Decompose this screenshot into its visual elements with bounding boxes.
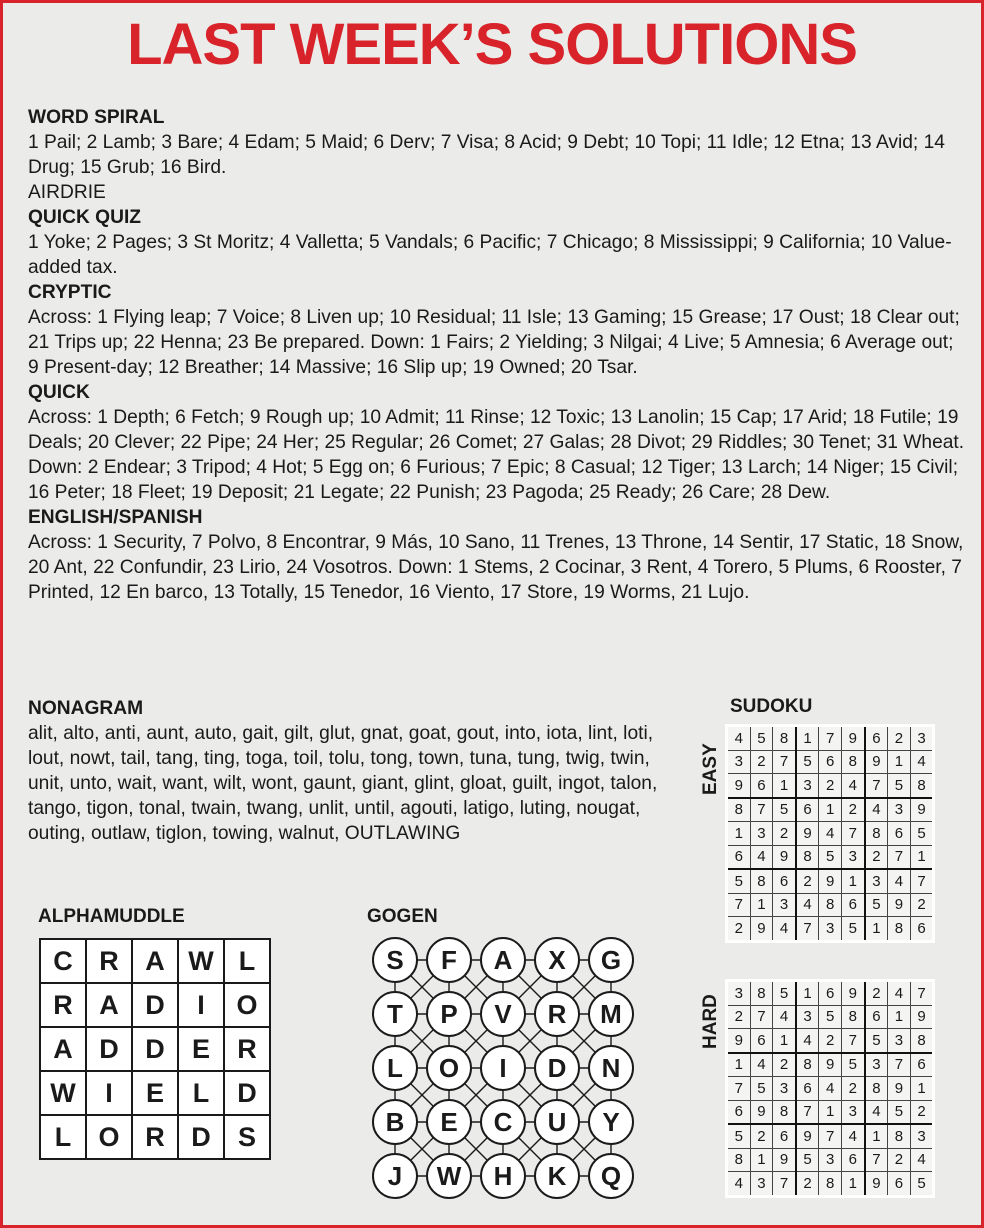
alphamuddle-grid: [39, 938, 271, 1160]
sudoku-cell: 3: [773, 1077, 796, 1101]
sudoku-cell: 6: [888, 1172, 911, 1197]
gogen-cell: D: [534, 1045, 580, 1091]
sudoku-cell: 1: [865, 917, 888, 942]
sudoku-cell: 5: [819, 845, 842, 869]
sudoku-cell: 4: [727, 726, 751, 751]
sudoku-cell: 4: [773, 1005, 796, 1029]
sudoku-row: [727, 1148, 934, 1172]
sudoku-cell: 9: [865, 1172, 888, 1197]
sudoku-cell: 1: [888, 1005, 911, 1029]
sudoku-cell: 4: [910, 1148, 934, 1172]
sudoku-cell: 6: [796, 1077, 819, 1101]
sudoku-row: [727, 726, 934, 751]
sudoku-cell: 5: [750, 726, 773, 751]
gogen-cell: F: [426, 937, 472, 983]
gogen-cell: J: [372, 1153, 418, 1199]
section-body: 1 Yoke; 2 Pages; 3 St Moritz; 4 Valletta; 5 Vandals; 6 Pacific; 7 Chicago; 8 Mississippi; 9 California; 10 Value-added tax.: [28, 232, 952, 278]
sudoku-cell: 3: [750, 822, 773, 846]
sudoku-cell: 5: [910, 822, 934, 846]
sudoku-cell: 8: [750, 981, 773, 1006]
sudoku-hard-label: HARD: [700, 994, 721, 1049]
sudoku-cell: 7: [888, 845, 911, 869]
section-body: Across: 1 Flying leap; 7 Voice; 8 Liven up; 10 Residual; 11 Isle; 13 Gaming; 15 Grease; 17 Oust; 18 Clear out; 21 Trips up; 22 Henna; 23 Be prepared. Down: 1 Fairs; 2 Yielding; 3 Nilgai; 4 Live; 5 Amnesia; 6 Average out; 9 Present-day; 12 Breather; 14 Massive; 16 Slip up; 19 Owned; 20 Tsar.: [28, 307, 960, 378]
sudoku-cell: 2: [841, 1077, 864, 1101]
section-heading: QUICK: [28, 382, 90, 403]
sudoku-cell: 6: [841, 1148, 864, 1172]
sudoku-cell: 7: [727, 893, 751, 917]
section-cryptic: [28, 280, 968, 380]
alphamuddle-row: [40, 939, 270, 983]
sudoku-cell: 5: [865, 893, 888, 917]
sudoku-cell: 3: [796, 774, 819, 798]
sudoku-cell: 1: [819, 1100, 842, 1124]
alphamuddle-cell: A: [86, 983, 132, 1027]
sudoku-cell: 1: [841, 1172, 864, 1197]
sudoku-cell: 8: [773, 726, 796, 751]
gogen-cell: S: [372, 937, 418, 983]
sudoku-cell: 2: [910, 1100, 934, 1124]
sudoku-cell: 3: [865, 869, 888, 893]
sudoku-cell: 9: [750, 917, 773, 942]
alphamuddle-cell: D: [132, 983, 178, 1027]
sudoku-cell: 1: [819, 798, 842, 822]
sudoku-cell: 4: [819, 822, 842, 846]
sudoku-cell: 2: [773, 1053, 796, 1077]
sudoku-cell: 3: [888, 1029, 911, 1053]
gogen-cell: X: [534, 937, 580, 983]
sudoku-cell: 4: [796, 1029, 819, 1053]
sudoku-cell: 1: [865, 1124, 888, 1148]
sudoku-cell: 5: [773, 798, 796, 822]
alphamuddle-cell: E: [132, 1071, 178, 1115]
sudoku-heading: SUDOKU: [730, 696, 813, 717]
sudoku-row: [727, 1124, 934, 1148]
sudoku-cell: 6: [819, 750, 842, 774]
sudoku-easy-grid: [725, 724, 935, 943]
sudoku-cell: 2: [888, 726, 911, 751]
sudoku-cell: 2: [773, 822, 796, 846]
sudoku-cell: 7: [750, 1005, 773, 1029]
sudoku-cell: 4: [727, 1172, 751, 1197]
sudoku-cell: 1: [796, 726, 819, 751]
sudoku-cell: 7: [910, 869, 934, 893]
sudoku-cell: 9: [750, 1100, 773, 1124]
sudoku-row: [727, 798, 934, 822]
sudoku-row: [727, 1053, 934, 1077]
sudoku-row: [727, 1077, 934, 1101]
sudoku-cell: 9: [910, 798, 934, 822]
gogen-cell: M: [588, 991, 634, 1037]
sudoku-cell: 6: [773, 1124, 796, 1148]
sudoku-cell: 6: [750, 1029, 773, 1053]
sudoku-cell: 4: [841, 774, 864, 798]
alphamuddle-cell: I: [86, 1071, 132, 1115]
gogen-heading: GOGEN: [367, 906, 438, 927]
gogen-cell: R: [534, 991, 580, 1037]
sudoku-cell: 9: [841, 726, 864, 751]
alphamuddle-row: [40, 983, 270, 1027]
gogen-cell: Q: [588, 1153, 634, 1199]
section-heading: NONAGRAM: [28, 698, 144, 719]
sudoku-cell: 8: [888, 917, 911, 942]
sudoku-cell: 9: [841, 981, 864, 1006]
page-title: LAST WEEK’S SOLUTIONS: [127, 12, 857, 77]
sudoku-cell: 7: [796, 1100, 819, 1124]
sudoku-cell: 4: [819, 1077, 842, 1101]
gogen-cell: O: [426, 1045, 472, 1091]
sudoku-cell: 5: [865, 1029, 888, 1053]
sudoku-cell: 1: [910, 845, 934, 869]
alphamuddle-cell: D: [132, 1027, 178, 1071]
sudoku-cell: 5: [841, 1053, 864, 1077]
sudoku-cell: 6: [819, 981, 842, 1006]
sudoku-cell: 9: [773, 1148, 796, 1172]
sudoku-cell: 4: [773, 917, 796, 942]
gogen-cell: I: [480, 1045, 526, 1091]
sudoku-cell: 5: [796, 750, 819, 774]
sudoku-row: [727, 774, 934, 798]
sudoku-cell: 9: [865, 750, 888, 774]
sudoku-cell: 8: [865, 1077, 888, 1101]
sudoku-cell: 1: [727, 1053, 751, 1077]
sudoku-cell: 9: [888, 893, 911, 917]
gogen-cell: E: [426, 1099, 472, 1145]
sudoku-cell: 4: [910, 750, 934, 774]
alphamuddle-cell: D: [224, 1071, 270, 1115]
sudoku-cell: 1: [773, 1029, 796, 1053]
sudoku-cell: 4: [750, 1053, 773, 1077]
sudoku-cell: 8: [819, 1172, 842, 1197]
sudoku-cell: 9: [888, 1077, 911, 1101]
sudoku-cell: 8: [727, 798, 751, 822]
sudoku-cell: 5: [819, 1005, 842, 1029]
sudoku-cell: 1: [750, 893, 773, 917]
sudoku-cell: 9: [796, 822, 819, 846]
alphamuddle-cell: S: [224, 1115, 270, 1159]
sudoku-cell: 7: [796, 917, 819, 942]
sudoku-cell: 6: [727, 845, 751, 869]
sudoku-cell: 7: [750, 798, 773, 822]
alphamuddle-cell: L: [224, 939, 270, 983]
alphamuddle-cell: O: [224, 983, 270, 1027]
gogen-cell: T: [372, 991, 418, 1037]
alphamuddle-row: [40, 1071, 270, 1115]
alphamuddle-cell: D: [178, 1115, 224, 1159]
sudoku-cell: 1: [910, 1077, 934, 1101]
sudoku-cell: 3: [796, 1005, 819, 1029]
sudoku-cell: 7: [910, 981, 934, 1006]
sudoku-cell: 5: [727, 1124, 751, 1148]
sudoku-cell: 5: [773, 981, 796, 1006]
gogen-grid: [371, 936, 641, 1216]
sudoku-cell: 7: [773, 750, 796, 774]
sudoku-cell: 1: [750, 1148, 773, 1172]
sudoku-cell: 8: [796, 845, 819, 869]
sudoku-cell: 7: [865, 1148, 888, 1172]
section-body: 1 Pail; 2 Lamb; 3 Bare; 4 Edam; 5 Maid; 6 Derv; 7 Visa; 8 Acid; 9 Debt; 10 Topi; 11 Idle; 12 Etna; 13 Avid; 14 Drug; 15 Grub; 16 Bird.: [28, 132, 945, 178]
sudoku-cell: 2: [819, 1029, 842, 1053]
sudoku-cell: 1: [727, 822, 751, 846]
sudoku-cell: 6: [888, 822, 911, 846]
alphamuddle-cell: A: [40, 1027, 86, 1071]
sudoku-row: [727, 1029, 934, 1053]
sudoku-cell: 6: [865, 1005, 888, 1029]
sudoku-cell: 7: [865, 774, 888, 798]
sudoku-cell: 3: [910, 726, 934, 751]
gogen-cell: V: [480, 991, 526, 1037]
sudoku-cell: 5: [841, 917, 864, 942]
sudoku-cell: 4: [865, 1100, 888, 1124]
section-english-spanish: [28, 505, 968, 605]
sudoku-cell: 8: [865, 822, 888, 846]
sudoku-cell: 8: [727, 1148, 751, 1172]
sudoku-row: [727, 869, 934, 893]
sudoku-cell: 8: [841, 1005, 864, 1029]
sudoku-row: [727, 917, 934, 942]
alphamuddle-cell: L: [178, 1071, 224, 1115]
sudoku-cell: 7: [888, 1053, 911, 1077]
alphamuddle-row: [40, 1027, 270, 1071]
sudoku-cell: 4: [841, 1124, 864, 1148]
sudoku-cell: 2: [910, 893, 934, 917]
alphamuddle-heading: ALPHAMUDDLE: [38, 906, 185, 927]
sudoku-cell: 6: [727, 1100, 751, 1124]
sudoku-row: [727, 1172, 934, 1197]
solutions-text: [28, 105, 968, 605]
sudoku-cell: 7: [819, 1124, 842, 1148]
sudoku-cell: 6: [841, 893, 864, 917]
sudoku-hard-grid: [725, 979, 935, 1198]
sudoku-cell: 9: [796, 1124, 819, 1148]
sudoku-cell: 2: [841, 798, 864, 822]
gogen-cell: G: [588, 937, 634, 983]
sudoku-cell: 4: [888, 869, 911, 893]
sudoku-cell: 8: [796, 1053, 819, 1077]
alphamuddle-cell: I: [178, 983, 224, 1027]
section-body: Across: 1 Security, 7 Polvo, 8 Encontrar, 9 Más, 10 Sano, 11 Trenes, 13 Throne, 14 Sentir, 17 Static, 18 Snow, 20 Ant, 22 Confundir, 23 Lirio, 24 Vosotros. Down: 1 Stems, 2 Cocinar, 3 Rent, 4 Torero, 5 Plums, 6 Rooster, 7 Printed, 12 En barco, 13 Totally, 15 Tenedor, 16 Viento, 17 Store, 19 Worms, 21 Lujo.: [28, 532, 964, 603]
sudoku-row: [727, 845, 934, 869]
sudoku-cell: 3: [865, 1053, 888, 1077]
section-body: AIRDRIE: [28, 182, 106, 203]
sudoku-cell: 9: [773, 845, 796, 869]
sudoku-cell: 5: [910, 1172, 934, 1197]
sudoku-cell: 7: [773, 1172, 796, 1197]
alphamuddle-cell: R: [132, 1115, 178, 1159]
nonagram-words: alit, alto, anti, aunt, auto, gait, gilt, glut, gnat, goat, gout, into, iota, lint, loti, lout, nowt, tail, tang, ting, toga, toil, tolu, tong, town, tuna, tung, twig, twin, unit, unto, wait, want, wilt, wont, gaunt, giant, glint, gloat, guilt, ingot, talon, tango, tigon, tonal, twain, twang, unlit, until, agouti, latigo, luting, nougat, outing, outlaw, tiglon, towing, walnut, OUTLAWING: [28, 723, 658, 844]
sudoku-row: [727, 981, 934, 1006]
sudoku-cell: 5: [727, 869, 751, 893]
sudoku-cell: 3: [727, 750, 751, 774]
alphamuddle-row: [40, 1115, 270, 1159]
sudoku-cell: 1: [841, 869, 864, 893]
sudoku-cell: 8: [841, 750, 864, 774]
sudoku-cell: 7: [841, 1029, 864, 1053]
sudoku-cell: 9: [819, 869, 842, 893]
sudoku-cell: 7: [841, 822, 864, 846]
sudoku-cell: 5: [750, 1077, 773, 1101]
gogen-cell: H: [480, 1153, 526, 1199]
sudoku-cell: 3: [841, 1100, 864, 1124]
sudoku-cell: 8: [888, 1124, 911, 1148]
sudoku-cell: 7: [819, 726, 842, 751]
sudoku-cell: 8: [819, 893, 842, 917]
gogen-cell: P: [426, 991, 472, 1037]
alphamuddle-cell: L: [40, 1115, 86, 1159]
sudoku-cell: 2: [727, 1005, 751, 1029]
sudoku-cell: 2: [865, 981, 888, 1006]
sudoku-row: [727, 822, 934, 846]
section-word-spiral: [28, 105, 968, 205]
sudoku-cell: 2: [796, 869, 819, 893]
section-body: Across: 1 Depth; 6 Fetch; 9 Rough up; 10 Admit; 11 Rinse; 12 Toxic; 13 Lanolin; 15 Cap; 17 Arid; 18 Futile; 19 Deals; 20 Clever; 22 Pipe; 24 Her; 25 Regular; 26 Comet; 27 Galas; 28 Divot; 29 Riddles; 30 Tenet; 31 Wheat. Down: 2 Endear; 3 Tripod; 4 Hot; 5 Egg on; 6 Furious; 7 Epic; 8 Casual; 12 Tiger; 13 Larch; 14 Niger; 15 Civil; 16 Peter; 18 Fleet; 19 Deposit; 21 Legate; 22 Punish; 23 Pagoda; 25 Ready; 26 Care; 28 Dew.: [28, 407, 965, 503]
alphamuddle-cell: W: [178, 939, 224, 983]
sudoku-cell: 2: [819, 774, 842, 798]
sudoku-cell: 9: [819, 1053, 842, 1077]
sudoku-cell: 4: [865, 798, 888, 822]
sudoku-row: [727, 1100, 934, 1124]
gogen-cell: A: [480, 937, 526, 983]
section-heading: CRYPTIC: [28, 282, 112, 303]
sudoku-cell: 3: [819, 1148, 842, 1172]
sudoku-cell: 4: [888, 981, 911, 1006]
gogen-cell: W: [426, 1153, 472, 1199]
sudoku-cell: 5: [888, 774, 911, 798]
gogen-cell: C: [480, 1099, 526, 1145]
sudoku-cell: 3: [888, 798, 911, 822]
gogen-cell: B: [372, 1099, 418, 1145]
alphamuddle-cell: R: [40, 983, 86, 1027]
sudoku-cell: 8: [910, 774, 934, 798]
sudoku-cell: 8: [750, 869, 773, 893]
sudoku-row: [727, 1005, 934, 1029]
sudoku-cell: 9: [727, 1029, 751, 1053]
sudoku-cell: 2: [727, 917, 751, 942]
sudoku-cell: 3: [910, 1124, 934, 1148]
alphamuddle-cell: D: [86, 1027, 132, 1071]
sudoku-cell: 3: [773, 893, 796, 917]
sudoku-cell: 6: [773, 869, 796, 893]
sudoku-cell: 6: [796, 798, 819, 822]
gogen-cell: Y: [588, 1099, 634, 1145]
gogen-cell: U: [534, 1099, 580, 1145]
alphamuddle-cell: A: [132, 939, 178, 983]
sudoku-cell: 1: [796, 981, 819, 1006]
sudoku-cell: 1: [888, 750, 911, 774]
sudoku-cell: 9: [727, 774, 751, 798]
gogen-cell: L: [372, 1045, 418, 1091]
sudoku-cell: 3: [727, 981, 751, 1006]
sudoku-cell: 2: [796, 1172, 819, 1197]
sudoku-cell: 6: [865, 726, 888, 751]
sudoku-cell: 5: [796, 1148, 819, 1172]
section-quick: [28, 380, 968, 505]
alphamuddle-cell: E: [178, 1027, 224, 1071]
sudoku-cell: 4: [750, 845, 773, 869]
sudoku-cell: 2: [865, 845, 888, 869]
sudoku-cell: 6: [910, 917, 934, 942]
sudoku-cell: 5: [888, 1100, 911, 1124]
sudoku-cell: 2: [750, 1124, 773, 1148]
sudoku-cell: 9: [910, 1005, 934, 1029]
sudoku-cell: 8: [910, 1029, 934, 1053]
section-heading: QUICK QUIZ: [28, 207, 141, 228]
gogen-cell: K: [534, 1153, 580, 1199]
alphamuddle-cell: C: [40, 939, 86, 983]
sudoku-cell: 6: [750, 774, 773, 798]
sudoku-cell: 1: [773, 774, 796, 798]
sudoku-cell: 4: [796, 893, 819, 917]
sudoku-easy-label: EASY: [700, 743, 721, 795]
sudoku-cell: 2: [750, 750, 773, 774]
sudoku-row: [727, 893, 934, 917]
sudoku-cell: 3: [841, 845, 864, 869]
gogen-cell: N: [588, 1045, 634, 1091]
section-heading: ENGLISH/SPANISH: [28, 507, 203, 528]
sudoku-cell: 3: [750, 1172, 773, 1197]
sudoku-cell: 6: [910, 1053, 934, 1077]
section-quick-quiz: [28, 205, 968, 280]
alphamuddle-cell: R: [86, 939, 132, 983]
sudoku-cell: 7: [727, 1077, 751, 1101]
sudoku-cell: 8: [773, 1100, 796, 1124]
alphamuddle-cell: O: [86, 1115, 132, 1159]
section-heading: WORD SPIRAL: [28, 107, 165, 128]
sudoku-cell: 3: [819, 917, 842, 942]
nonagram-section: [28, 696, 688, 846]
alphamuddle-cell: R: [224, 1027, 270, 1071]
alphamuddle-cell: W: [40, 1071, 86, 1115]
sudoku-row: [727, 750, 934, 774]
sudoku-cell: 2: [888, 1148, 911, 1172]
